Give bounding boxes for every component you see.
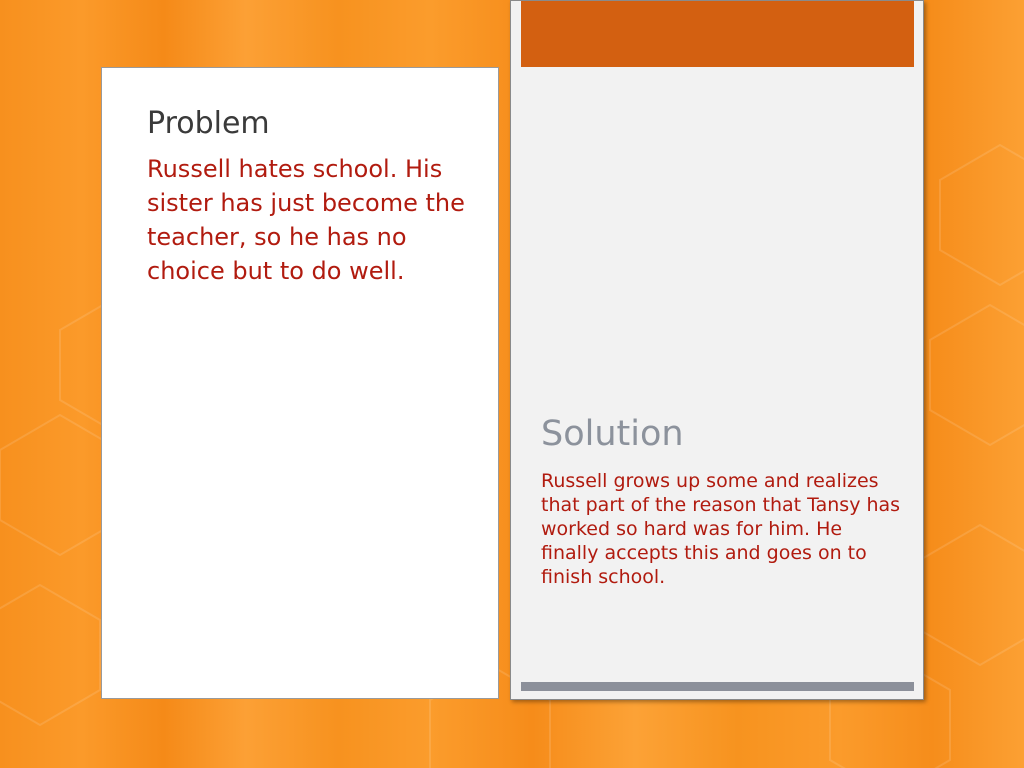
solution-heading: Solution (541, 414, 684, 454)
problem-body: Russell hates school. His sister has just become the teacher, so he has no choice but to do well. (147, 155, 465, 285)
problem-panel (101, 67, 499, 699)
orange-accent-bar (521, 1, 914, 67)
solution-panel (510, 0, 924, 700)
gray-accent-bar (521, 682, 914, 691)
solution-body: Russell grows up some and realizes that part of the reason that Tansy has worked so hard was for him. He finally accepts this and goes on to finish school. (541, 470, 901, 588)
problem-heading: Problem (147, 106, 270, 141)
